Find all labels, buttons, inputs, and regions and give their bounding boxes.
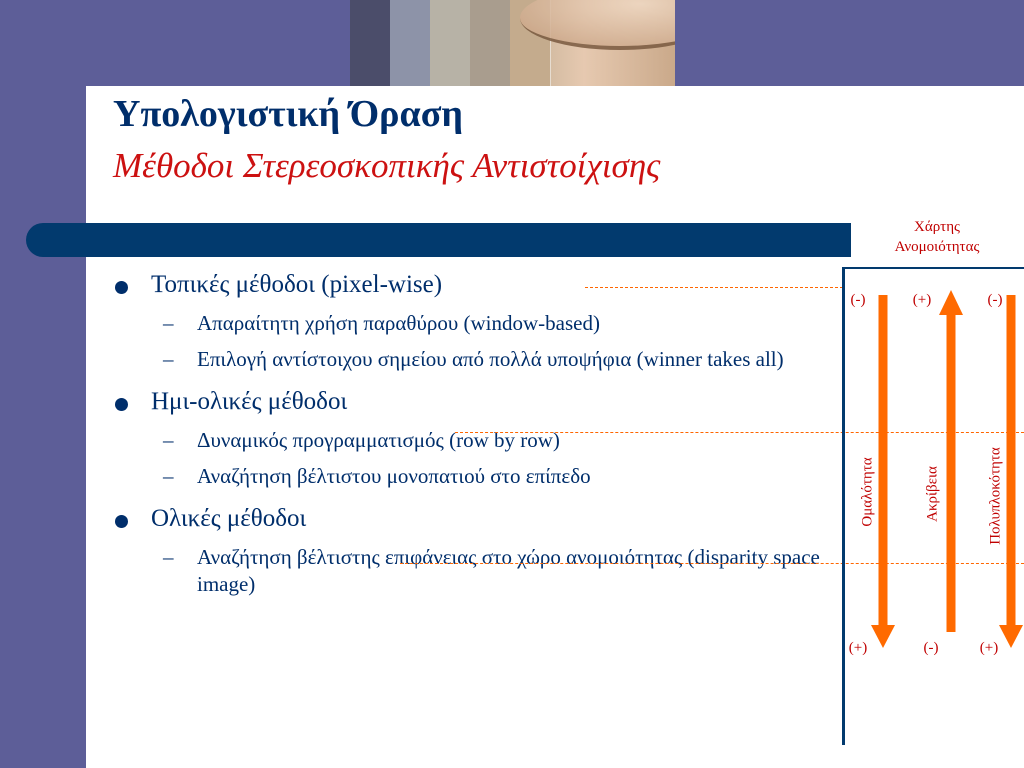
- sub-bullet-winner-takes-all: – Επιλογή αντίστοιχου σημείου από πολλά υποψήφια (winner takes all): [163, 347, 784, 371]
- smoothness-bottom-sign: (+): [848, 640, 868, 656]
- accuracy-label: Ακρίβεια: [924, 466, 941, 522]
- complexity-label: Πολυπλοκότητα: [987, 447, 1004, 545]
- sub-bullet-optimal-path: – Αναζήτηση βέλτιστου μονοπατιού στο επίπεδο: [163, 464, 591, 488]
- bullet-local-methods: Τοπικές μέθοδοι (pixel-wise): [113, 270, 833, 300]
- accuracy-top-sign: (+): [912, 292, 932, 308]
- accuracy-bottom-sign: (-): [923, 640, 939, 656]
- slide-title: Υπολογιστική Όραση: [113, 93, 463, 135]
- disparity-map-title: Χάρτης Ανομοιότητας: [894, 219, 980, 255]
- bullet-semi-global-methods: Ημι-ολικές μέθοδοι: [113, 387, 833, 417]
- slide-subtitle: Μέθοδοι Στερεοσκοπικής Αντιστοίχισης: [113, 146, 661, 185]
- complexity-bottom-sign: (+): [979, 640, 999, 656]
- smoothness-top-sign: (-): [850, 292, 866, 308]
- sub-bullet-window-based: – Απαραίτητη χρήση παραθύρου (window-based): [163, 311, 600, 335]
- smoothness-label: Ομαλότητα: [859, 457, 876, 527]
- bullet-global-methods: Ολικές μέθοδοι: [113, 504, 833, 534]
- sub-bullet-optimal-surface: – Αναζήτηση βέλτιστης επιφάνειας στο χώρο ανομοιότητας (disparity space image): [163, 545, 820, 596]
- complexity-top-sign: (-): [987, 292, 1003, 308]
- accuracy-arrowhead-icon: [939, 290, 963, 315]
- sub-bullet-dynamic-programming: – Δυναμικός προγραμματισμός (row by row): [163, 428, 560, 452]
